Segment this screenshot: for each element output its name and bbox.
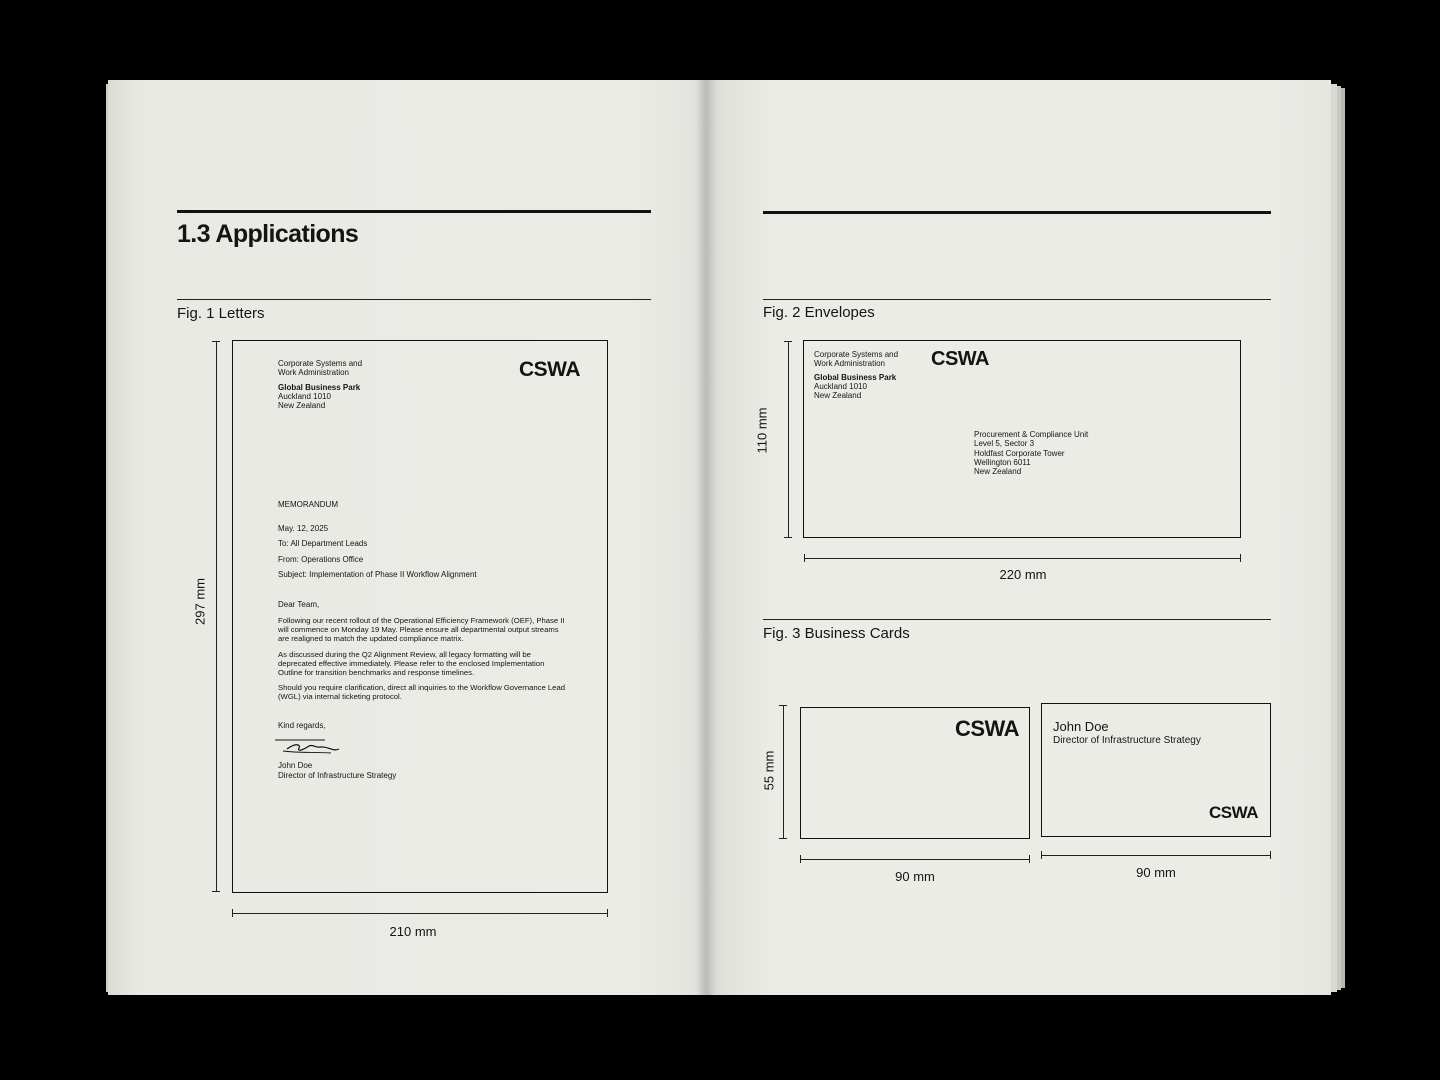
dimension-tick (804, 554, 805, 562)
envelope-address-line: Auckland 1010 (814, 382, 867, 391)
memo-paragraph: Should you require clarification, direct all inquiries to the Workflow Governance Lead (WGL) via internal ticketing protocol. (278, 683, 566, 702)
card-front-width-label: 90 mm (895, 869, 935, 884)
memo-paragraph: Following our recent rollout of the Operational Efficiency Framework (OEF), Phase II will commence on Monday 19 May. Please ensure all departmental output streams are realigned to match the updated compliance matrix. (278, 616, 565, 644)
dimension-tick (779, 838, 787, 839)
card-title: Director of Infrastructure Strategy (1053, 735, 1201, 746)
recipient-line: Procurement & Compliance Unit (974, 430, 1089, 439)
memo-from: From: Operations Office (278, 555, 364, 564)
recipient-line: New Zealand (974, 467, 1022, 476)
envelope-logo: CSWA (931, 348, 989, 370)
letter-org-line: Corporate Systems and (278, 359, 363, 368)
letter-height-dimension-line (216, 341, 217, 892)
memo-date: May. 12, 2025 (278, 524, 329, 533)
section-rule (177, 210, 651, 213)
dimension-tick (1029, 855, 1030, 863)
card-back-width-label: 90 mm (1136, 865, 1176, 880)
envelope-mockup (803, 340, 1241, 538)
right-page-edge (1341, 88, 1345, 988)
book-spine-shadow (696, 80, 716, 995)
envelope-width-label: 220 mm (999, 567, 1047, 582)
card-back-width-dimension-line (1041, 855, 1271, 856)
business-card-front (800, 707, 1030, 839)
signature-image (273, 734, 343, 758)
recipient-line: Holdfast Corporate Tower (974, 449, 1065, 458)
envelope-address-bold: Global Business Park (814, 373, 897, 382)
dimension-tick (607, 909, 608, 917)
letter-address-line: Auckland 1010 (278, 392, 331, 401)
memo-to: To: All Department Leads (278, 539, 368, 548)
letter-org-line: Work Administration (278, 368, 349, 377)
letter-address-bold: Global Business Park (278, 383, 361, 392)
memo-paragraph: As discussed during the Q2 Alignment Review, all legacy formatting will be deprecated effective immediately. Please refer to the enclosed Implementation Outline for transition benchmarks and response timelines. (278, 650, 545, 678)
card-back-logo: CSWA (1209, 803, 1258, 822)
recipient-line: Wellington 6011 (974, 458, 1031, 467)
dimension-tick (232, 909, 233, 917)
dimension-tick (784, 341, 792, 342)
envelope-height-label: 110 mm (754, 407, 770, 454)
letter-width-dimension-line (232, 913, 608, 914)
dimension-tick (800, 855, 801, 863)
section-rule (763, 211, 1271, 214)
dimension-tick (784, 537, 792, 538)
memo-salutation: Dear Team, (278, 600, 320, 609)
figure-rule (763, 619, 1271, 620)
dimension-tick (1240, 554, 1241, 562)
letter-height-label: 297 mm (192, 578, 208, 625)
signer-title: Director of Infrastructure Strategy (278, 771, 397, 780)
card-front-logo: CSWA (955, 716, 1019, 741)
card-height-label: 55 mm (761, 750, 777, 791)
signer-name: John Doe (278, 761, 313, 770)
envelope-width-dimension-line (804, 558, 1241, 559)
recipient-line: Level 5, Sector 3 (974, 439, 1035, 448)
envelope-address-line: New Zealand (814, 391, 862, 400)
dimension-tick (212, 341, 220, 342)
fig1-label: Fig. 1 Letters (177, 305, 265, 322)
letter-mockup (232, 340, 608, 893)
envelope-height-dimension-line (788, 341, 789, 538)
dimension-tick (1041, 851, 1042, 859)
card-name: John Doe (1053, 719, 1109, 734)
card-height-dimension-line (783, 705, 784, 839)
letter-width-label: 210 mm (389, 924, 437, 939)
card-front-width-dimension-line (800, 859, 1030, 860)
figure-rule (177, 299, 651, 300)
dimension-tick (212, 891, 220, 892)
business-card-back (1041, 703, 1271, 837)
memo-title: MEMORANDUM (278, 500, 338, 509)
memo-subject: Subject: Implementation of Phase II Workflow Alignment (278, 570, 477, 579)
envelope-org-line: Corporate Systems and (814, 350, 899, 359)
letter-address-line: New Zealand (278, 401, 326, 410)
fig3-label: Fig. 3 Business Cards (763, 625, 910, 642)
letter-logo: CSWA (519, 358, 580, 381)
fig2-label: Fig. 2 Envelopes (763, 304, 875, 321)
section-title: 1.3 Applications (177, 220, 359, 248)
figure-rule (763, 299, 1271, 300)
dimension-tick (1270, 851, 1271, 859)
memo-closing: Kind regards, (278, 721, 326, 730)
dimension-tick (779, 705, 787, 706)
envelope-org-line: Work Administration (814, 359, 885, 368)
